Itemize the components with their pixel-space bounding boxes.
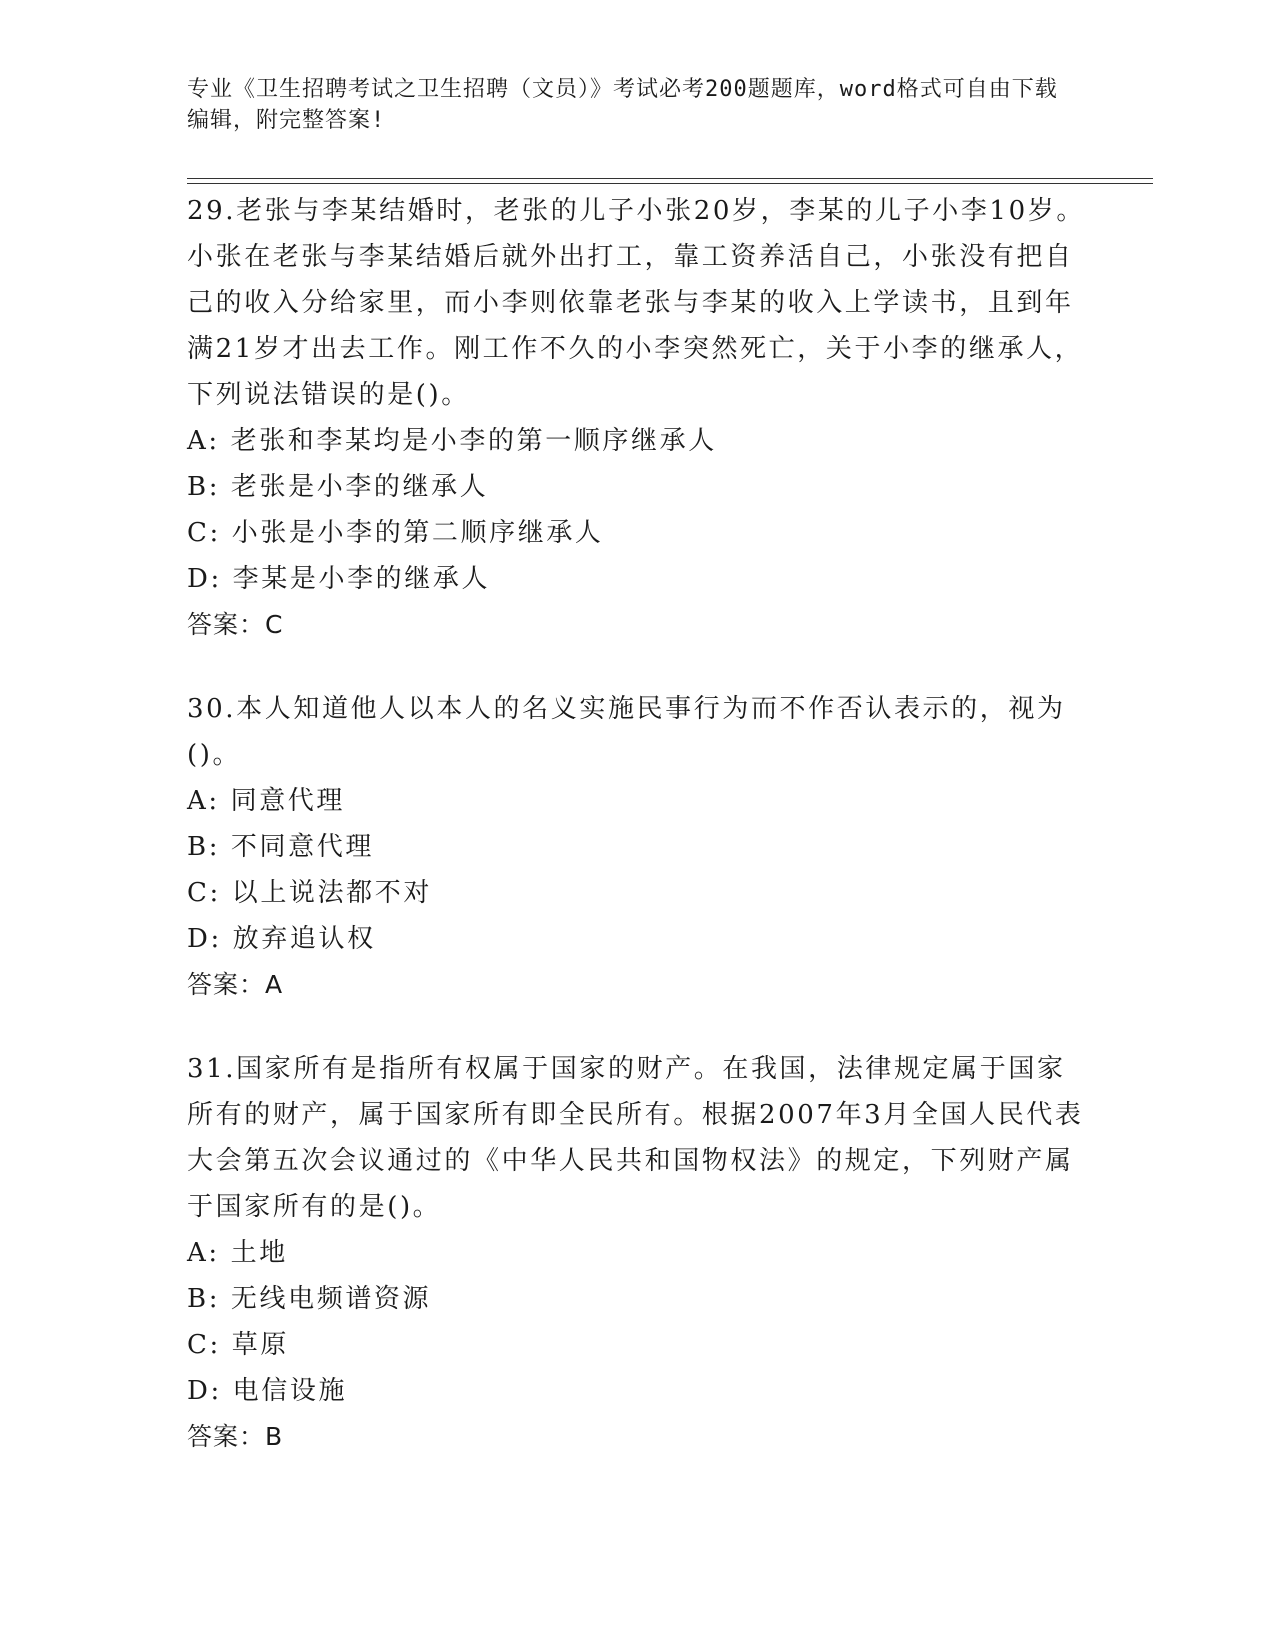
answer-line: 答案：C [187, 610, 284, 639]
option-b: B: 老张是小李的继承人 [187, 472, 489, 502]
question-list [187, 188, 1087, 1498]
option-d: D: 放弃追认权 [187, 924, 376, 954]
option-a: A: 同意代理 [187, 786, 346, 816]
answer-line: 答案：B [187, 1422, 284, 1451]
option-c: C: 草原 [187, 1330, 289, 1360]
option-c: C: 以上说法都不对 [187, 878, 432, 908]
question-31 [187, 1046, 1087, 1460]
answer-line: 答案：A [187, 970, 284, 999]
option-b: B: 不同意代理 [187, 832, 374, 862]
header-divider-top [187, 178, 1153, 179]
question-30 [187, 686, 1087, 1008]
question-text: 29.老张与李某结婚时，老张的儿子小张20岁，李某的儿子小李10岁。小张在老张与李某结婚后就外出打工，靠工资养活自己，小张没有把自己的收入分给家里，而小李则依靠老张与李某的收入上学读书，且到年满21岁才出去工作。刚工作不久的小李突然死亡，关于小李的继承人，下列说法错误的是()。 [187, 196, 1085, 410]
option-a: A: 老张和李某均是小李的第一顺序继承人 [187, 426, 717, 456]
option-d: D: 电信设施 [187, 1376, 348, 1406]
question-29 [187, 188, 1087, 648]
option-b: B: 无线电频谱资源 [187, 1284, 432, 1314]
option-d: D: 李某是小李的继承人 [187, 564, 491, 594]
document-header: 专业《卫生招聘考试之卫生招聘（文员）》考试必考200题题库，word格式可自由下载编辑，附完整答案! [187, 77, 1058, 133]
question-text: 31.国家所有是指所有权属于国家的财产。在我国，法律规定属于国家所有的财产，属于国家所有即全民所有。根据2007年3月全国人民代表大会第五次会议通过的《中华人民共和国物权法》的规定，下列财产属于国家所有的是()。 [187, 1054, 1084, 1222]
question-text: 30.本人知道他人以本人的名义实施民事行为而不作否认表示的，视为()。 [187, 694, 1066, 770]
option-c: C: 小张是小李的第二顺序继承人 [187, 518, 604, 548]
option-a: A: 土地 [187, 1238, 288, 1268]
header-divider-bottom [187, 183, 1153, 184]
